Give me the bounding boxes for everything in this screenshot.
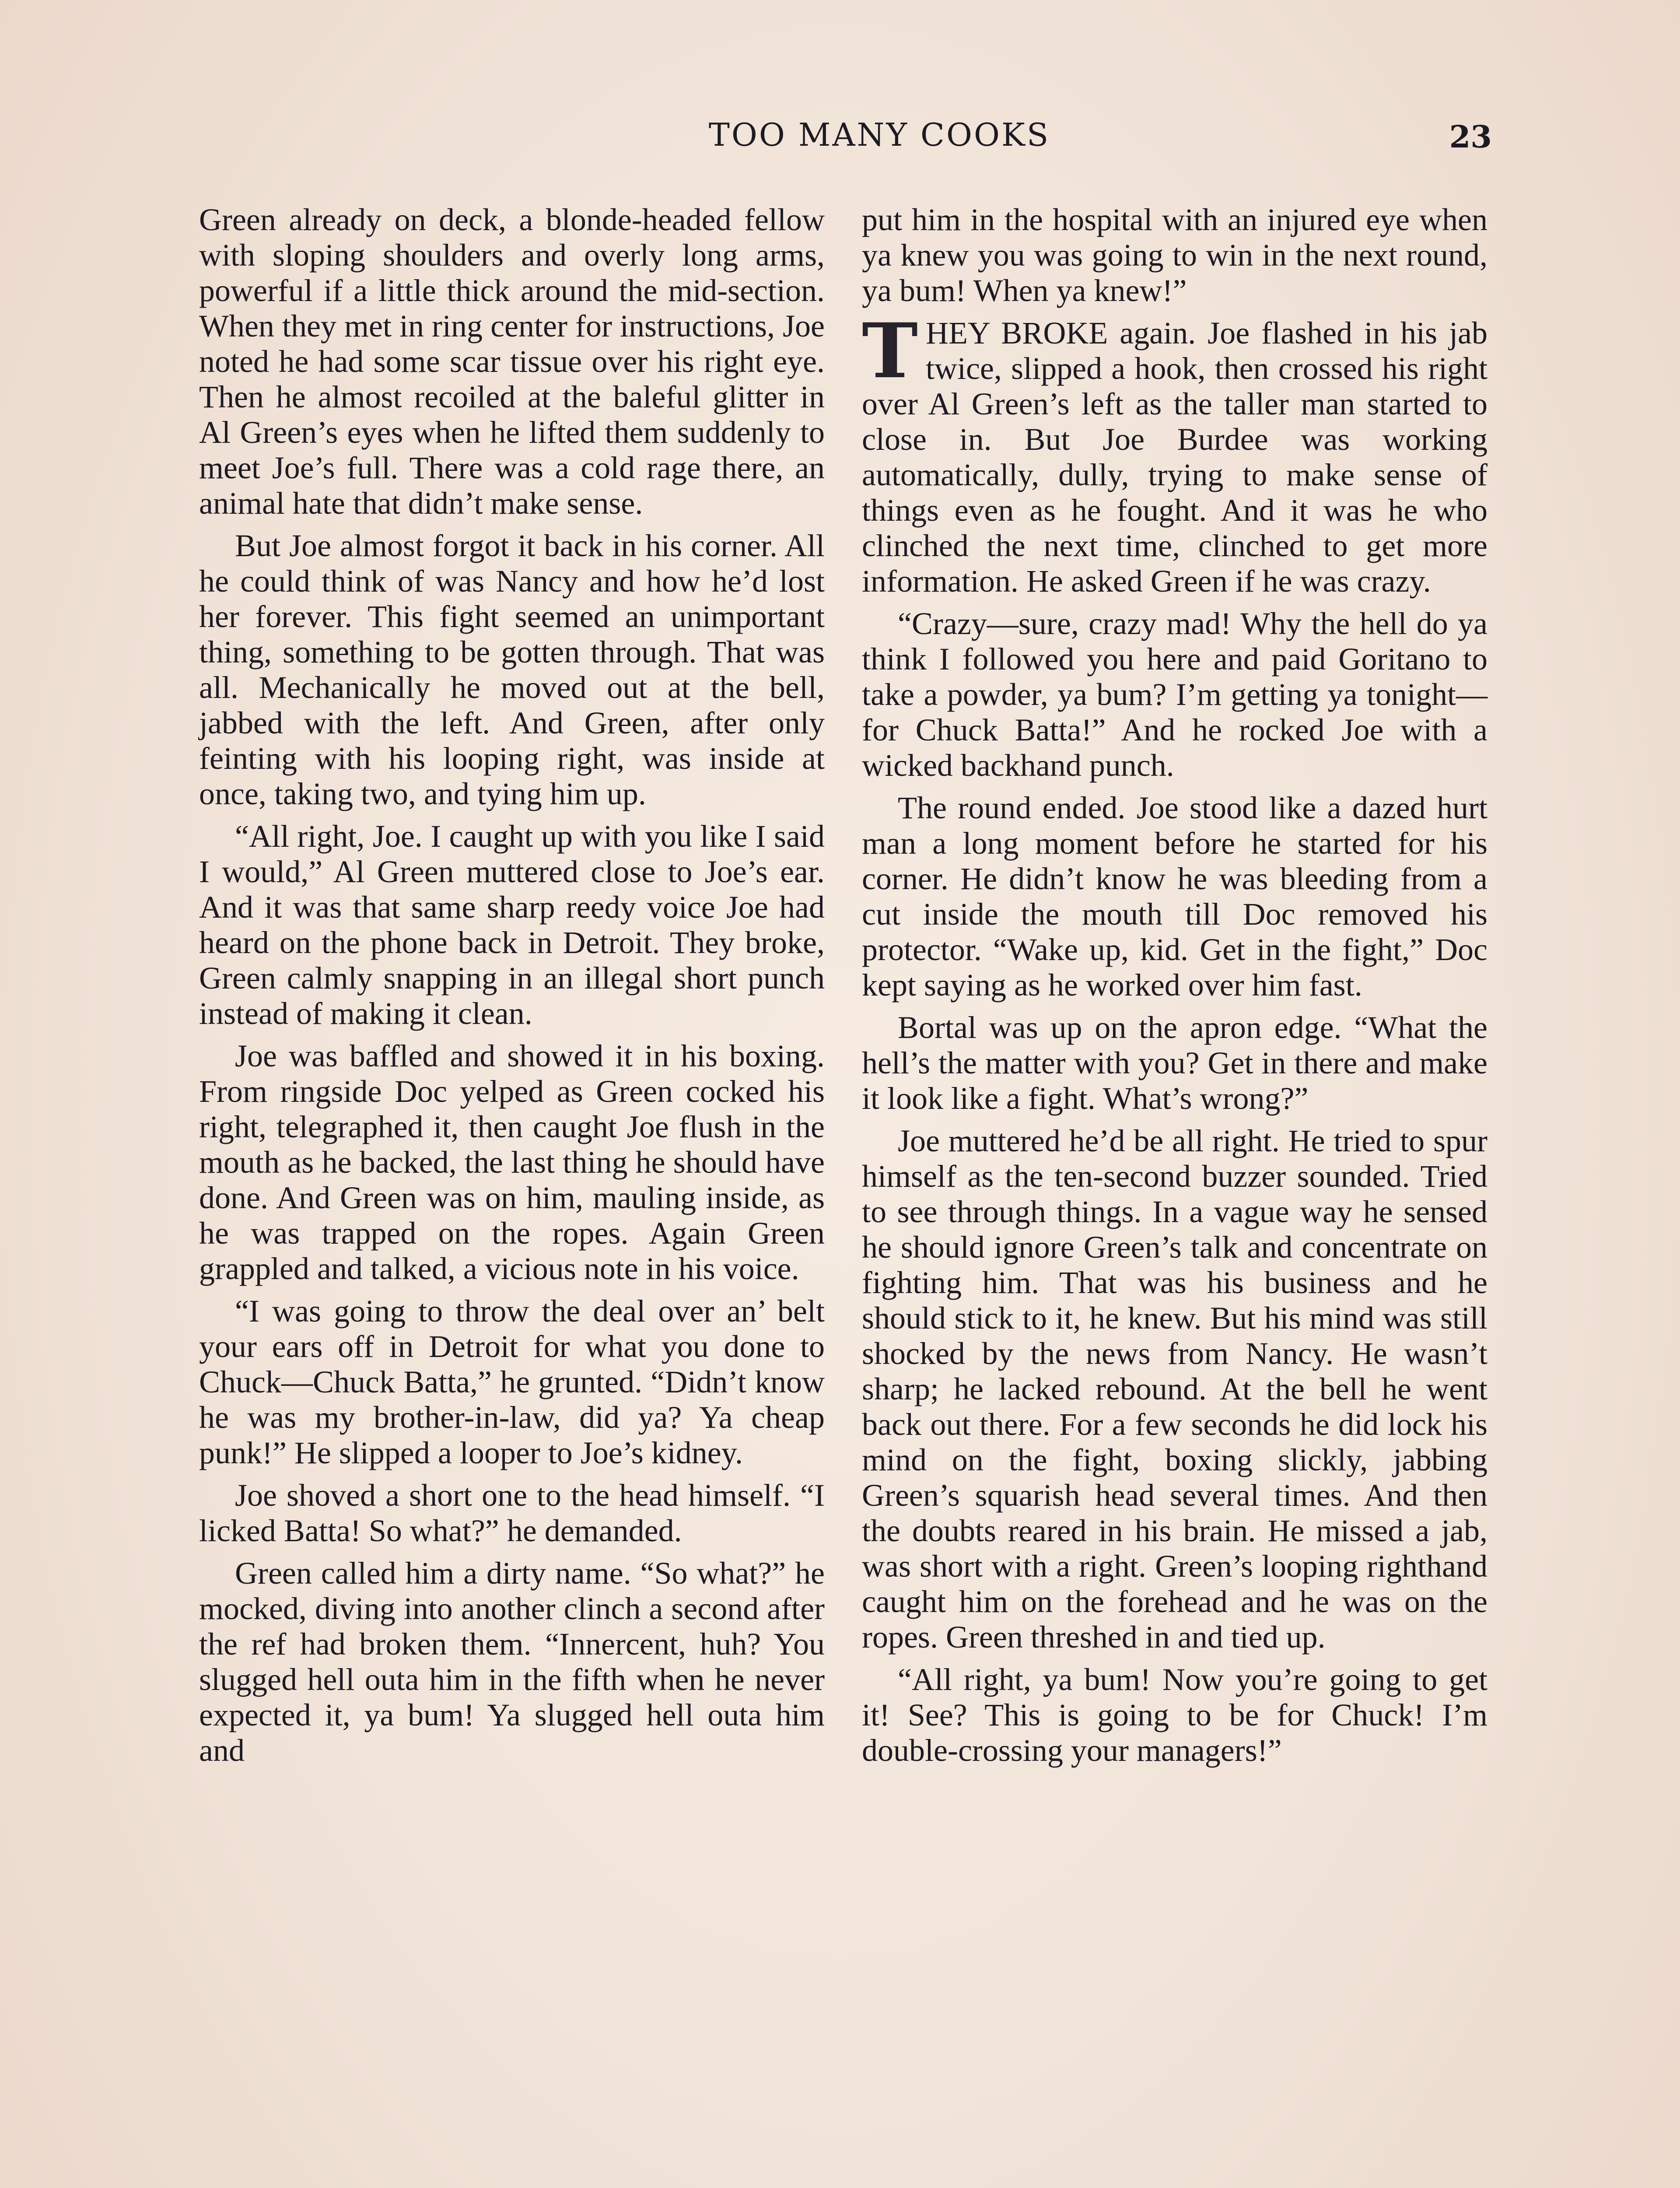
page-number: 23	[1449, 119, 1492, 155]
section-opening-paragraph	[862, 306, 1488, 599]
paragraph: “I was going to throw the deal over an’ belt your ears off in Detroit for what you done to Chuck—Chuck Batta,” he grunted. “Didn’t know he was my brother-in-law, did ya? Ya cheap punk!” He slipped a looper to Joe’s kidney.	[199, 1294, 825, 1470]
paragraph: Green already on deck, a blonde-headed fellow with sloping shoulders and overly long arms, powerful if a little thick around the mid-section. When they met in ring center for instructions, Joe noted he had some scar tissue over his right eye. Then he almost recoiled at the baleful glitter in Al Green’s eyes when he lifted them suddenly to meet Joe’s full. There was a cold rage there, an animal hate that didn’t make sense.	[199, 202, 825, 521]
paragraph: Joe shoved a short one to the head himself. “I licked Batta! So what?” he demanded.	[199, 1478, 825, 1548]
paragraph: Joe was baffled and showed it in his boxing. From ringside Doc yelped as Green cocked his right, telegraphed it, then caught Joe flush in the mouth as he backed, the last thing he should have done. And Green was on him, mauling inside, as he was trapped on the ropes. Again Green grappled and talked, a vicious note in his voice.	[199, 1038, 825, 1286]
drop-paragraph-text: HEY BROKE again. Joe flashed in his jab twice, slipped a hook, then crossed his right over Al Green’s left as the taller man started to close in. But Joe Burdee was working automatically, dully, trying to make sense of things even as he fought. And it was he who clinched the next time, clinched to get more information. He asked Green if he was crazy.	[862, 316, 1488, 599]
paragraph: Bortal was up on the apron edge. “What the hell’s the matter with you? Get in there and make it look like a fight. What’s wrong?”	[862, 1010, 1488, 1116]
paragraph: “All right, ya bum! Now you’re going to get it! See? This is going to be for Chuck! I’m double-crossing your managers!”	[862, 1662, 1488, 1768]
paragraph: “All right, Joe. I caught up with you like I said I would,” Al Green muttered close to Joe’s ear. And it was that same sharp reedy voice Joe had heard on the phone back in Detroit. They broke, Green calmly snapping in an illegal short punch instead of making it clean.	[199, 819, 825, 1031]
paragraph: Green called him a dirty name. “So what?” he mocked, diving into another clinch a second after the ref had broken them. “Innercent, huh? You slugged hell outa him in the fifth when he never expected it, ya bum! Ya slugged hell outa him and	[199, 1556, 825, 1768]
right-column	[862, 202, 1488, 1775]
paragraph: But Joe almost forgot it back in his corner. All he could think of was Nancy and how he’d lost her forever. This fight seemed an unimportant thing, something to be gotten through. That was all. Mechanically he moved out at the bell, jabbed with the left. And Green, after only feinting with his looping right, was inside at once, taking two, and tying him up.	[199, 528, 825, 811]
paragraph: put him in the hospital with an injured eye when ya knew you was going to win in the next round, ya bum! When ya knew!”	[862, 202, 1488, 308]
paragraph: Joe muttered he’d be all right. He tried to spur himself as the ten-second buzzer sounded. Tried to see through things. In a vague way he sensed he should ignore Green’s talk and concentrate on fighting him. That was his business and he should stick to it, he knew. But his mind was still shocked by the news from Nancy. He wasn’t sharp; he lacked rebound. At the bell he went back out there. For a few seconds he did lock his mind on the fight, boxing slickly, jabbing Green’s squarish head several times. And then the doubts reared in his brain. He missed a jab, was short with a right. Green’s looping righthand caught him on the forehead and he was on the ropes. Green threshed in and tied up.	[862, 1123, 1488, 1655]
left-column	[199, 202, 825, 1775]
running-title: TOO MANY COOKS	[708, 116, 1050, 153]
drop-cap: T	[862, 306, 918, 395]
paragraph: “Crazy—sure, crazy mad! Why the hell do ya think I followed you here and paid Goritano to take a powder, ya bum? I’m getting ya tonight—for Chuck Batta!” And he rocked Joe with a wicked backhand punch.	[862, 606, 1488, 783]
paragraph: The round ended. Joe stood like a dazed hurt man a long moment before he started for his corner. He didn’t know he was bleeding from a cut inside the mouth till Doc removed his protector. “Wake up, kid. Get in the fight,” Doc kept saying as he worked over him fast.	[862, 790, 1488, 1003]
